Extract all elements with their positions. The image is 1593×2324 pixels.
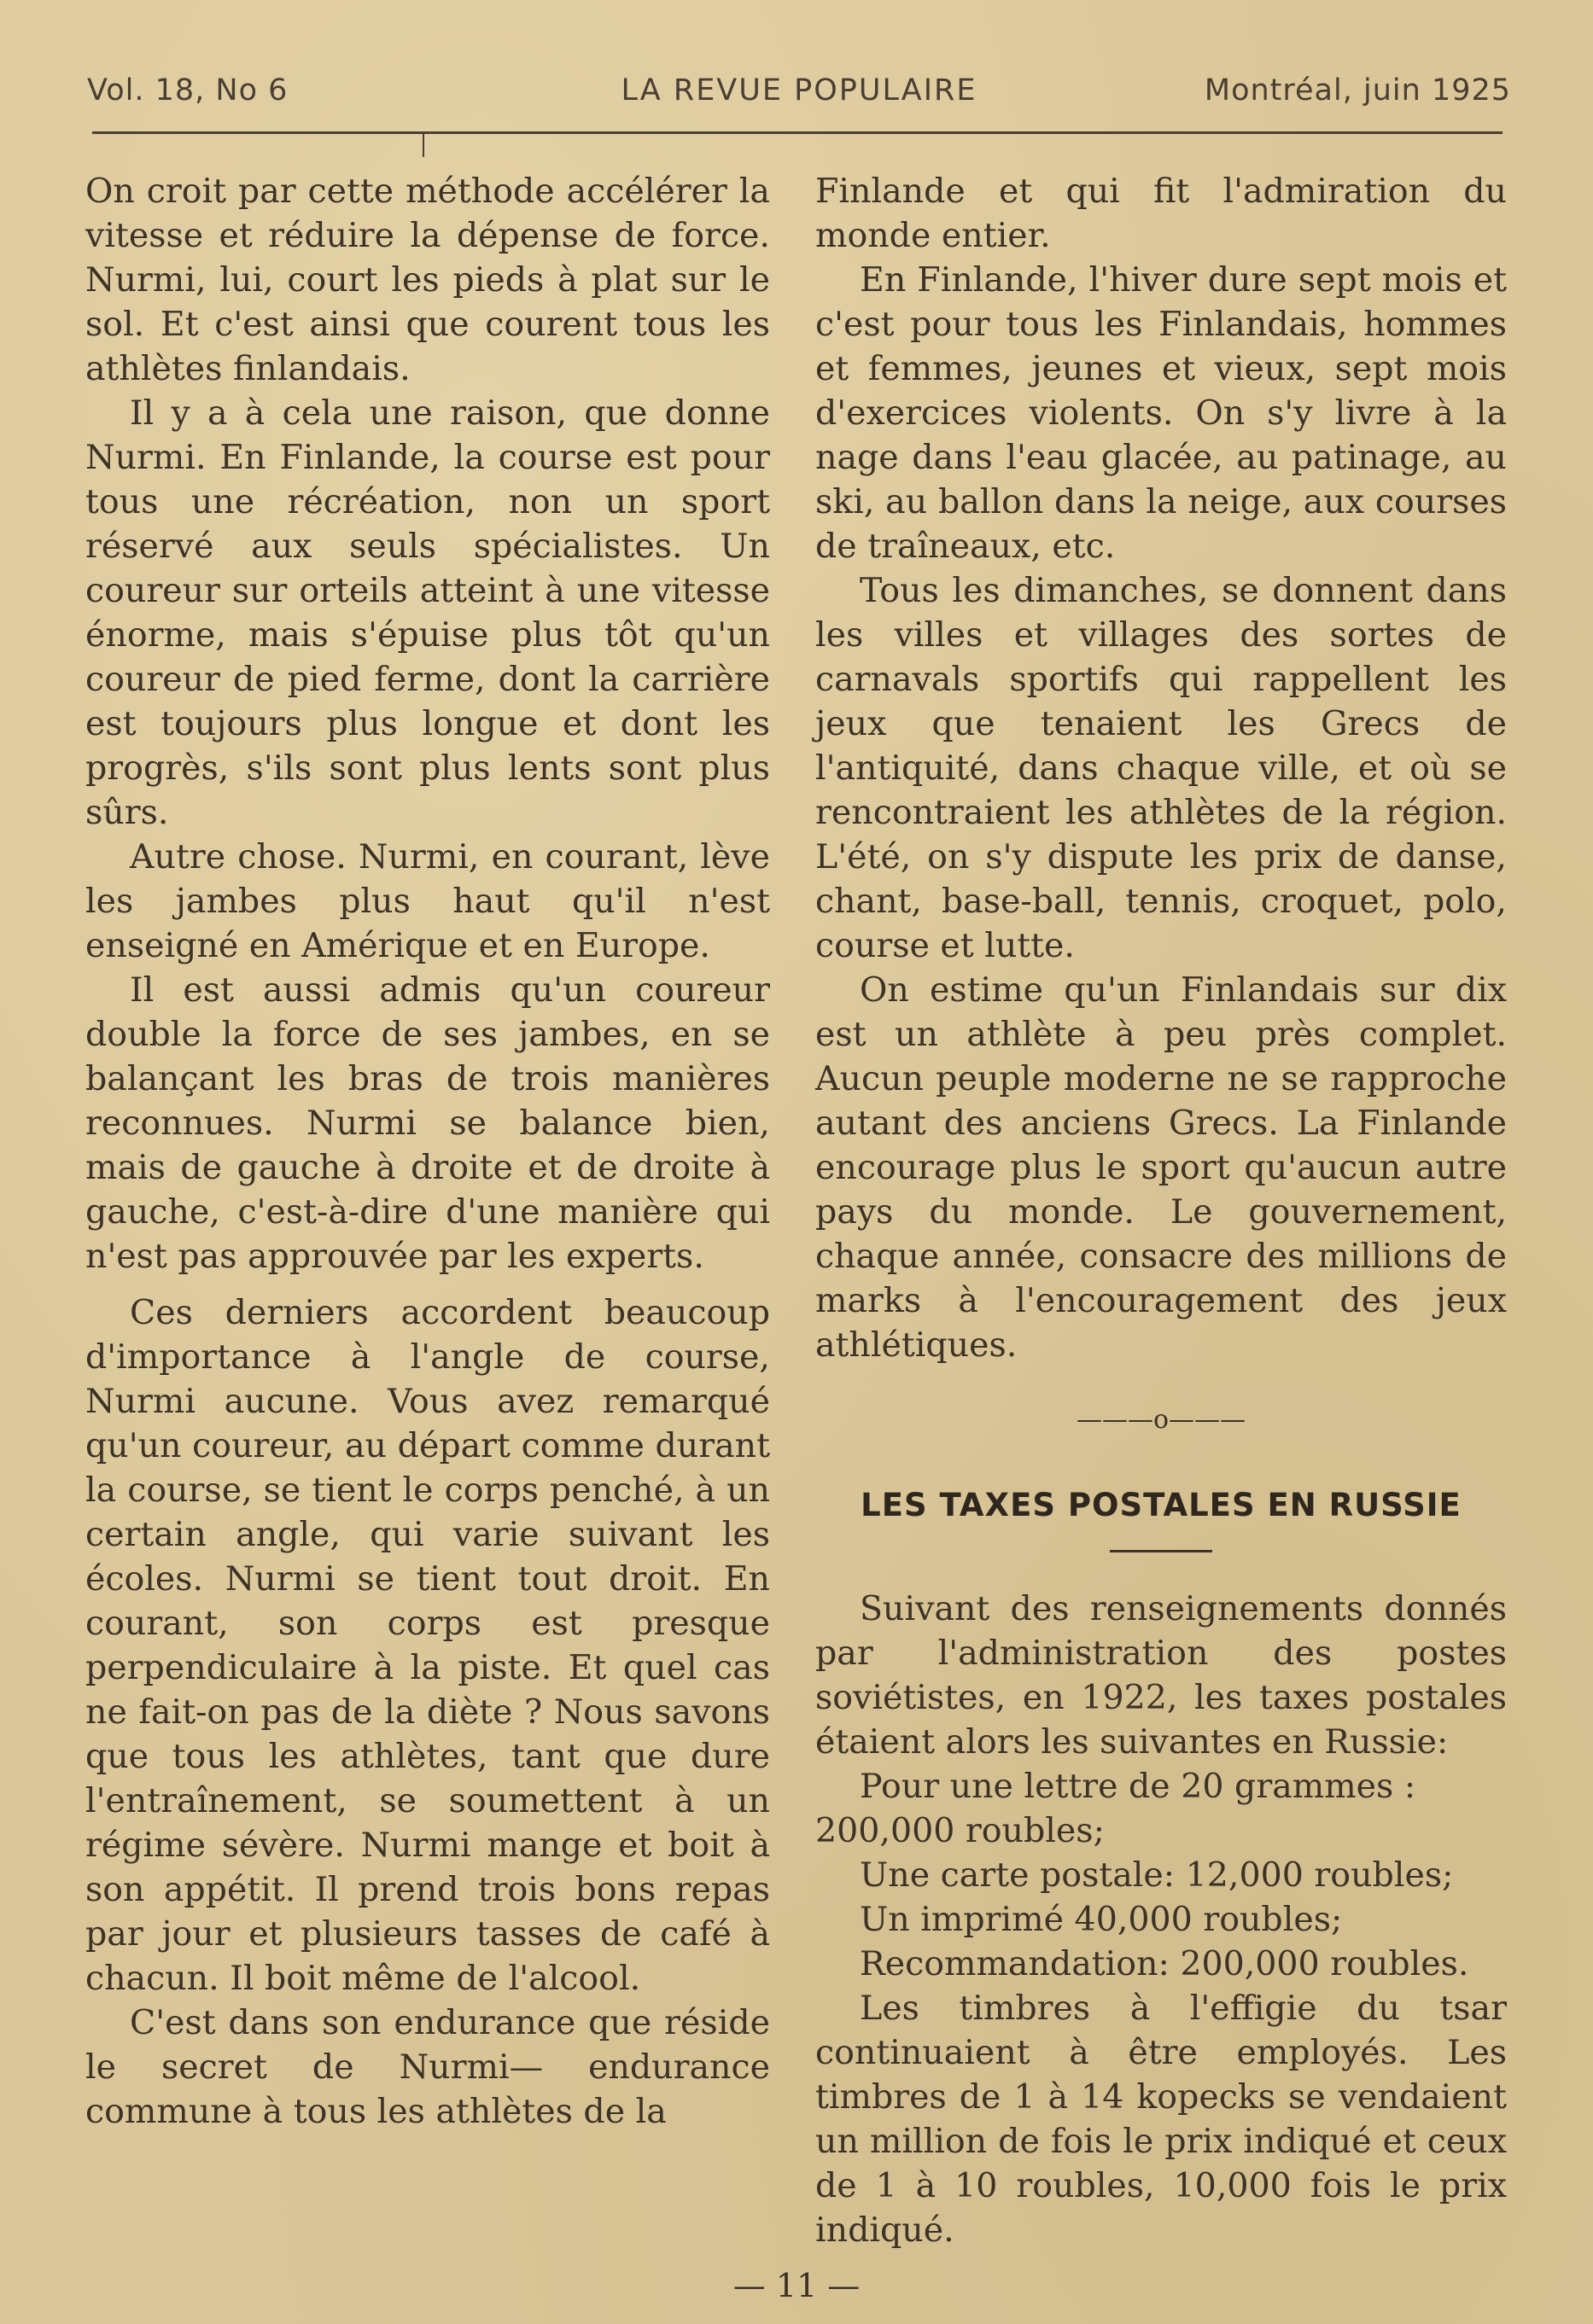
- paragraph: Les timbres à l'effigie du tsar continuaient à être employés. Les timbres de 1 à 14 kopecks se vendaient un million de fois le prix indiqué et ceux de 1 à 10 roubles, 10,000 fois le prix indiqué.: [815, 1989, 1507, 2250]
- left-column: [85, 169, 770, 2134]
- title-rule: [1110, 1550, 1212, 1552]
- date-place: Montréal, juin 1925: [1204, 73, 1511, 108]
- publication-title: LA REVUE POPULAIRE: [621, 73, 977, 108]
- right-column: [815, 169, 1507, 2252]
- paragraph: Tous les dimanches, se donnent dans les villes et villages des sortes de carnavals sportifs qui rappellent les jeux que tenaient les Grecs de l'antiquité, dans chaque ville, et où se rencontraient les athlètes de la région. L'été, on s'y dispute les prix de danse, chant, base-ball, tennis, croquet, polo, course et lutte.: [815, 571, 1507, 965]
- paragraph-continuation: Finlande et qui fit l'admiration du monde entier.: [815, 172, 1507, 255]
- paragraph: En Finlande, l'hiver dure sept mois et c'est pour tous les Finlandais, hommes et femmes, jeunes et vieux, sept mois d'exercices violents. On s'y livre à la nage dans l'eau glacée, au patinage, au ski, au ballon dans la neige, aux courses de traîneaux, etc.: [815, 260, 1507, 566]
- header-rule: [92, 131, 1503, 134]
- list-item: Une carte postale: 12,000 roubles;: [860, 1855, 1454, 1895]
- column-divider-tick: [423, 131, 424, 157]
- list-item: Un imprimé 40,000 roubles;: [860, 1900, 1343, 1939]
- page-number: — 11 —: [732, 2267, 861, 2304]
- list-item: Pour une lettre de 20 grammes : 200,000 roubles;: [815, 1767, 1416, 1850]
- volume-issue: Vol. 18, No 6: [87, 73, 289, 108]
- paragraph: C'est dans son endurance que réside le secret de Nurmi— endurance commune à tous les athlètes de la: [85, 2003, 770, 2131]
- paragraph: Ces derniers accordent beaucoup d'importance à l'angle de course, Nurmi aucune. Vous avez remarqué qu'un coureur, au départ comme durant la course, se tient le corps penché, à un certain angle, qui varie suivant les écoles. Nurmi se tient tout droit. En courant, son corps est presque perpendiculaire à la piste. Et quel cas ne fait-on pas de la diète ? Nous savons que tous les athlètes, tant que dure l'entraînement, se soumettent à un régime sévère. Nurmi mange et boit à son appétit. Il prend trois bons repas par jour et plusieurs tasses de café à chacun. Il boit même de l'alcool.: [85, 1293, 770, 1998]
- paragraph: On croit par cette méthode accélérer la vitesse et réduire la dépense de force. Nurmi, lui, court les pieds à plat sur le sol. Et c'est ainsi que courent tous les athlètes finlandais.: [85, 172, 770, 388]
- page-header: [87, 73, 1511, 116]
- paragraph: Il est aussi admis qu'un coureur double la force de ses jambes, en se balançant les bras de trois manières reconnues. Nurmi se balance bien, mais de gauche à droite et de droite à gauche, c'est-à-dire d'une manière qui n'est pas approuvée par les experts.: [85, 970, 770, 1276]
- paragraph: Autre chose. Nurmi, en courant, lève les jambes plus haut qu'il n'est enseigné en Amérique et en Europe.: [85, 837, 770, 965]
- paragraph: Suivant des renseignements donnés par l'administration des postes soviétistes, en 1922, les taxes postales étaient alors les suivantes en Russie:: [815, 1589, 1507, 1762]
- list-item: Recommandation: 200,000 roubles.: [860, 1944, 1469, 1983]
- section-title: LES TAXES POSTALES EN RUSSIE: [861, 1487, 1462, 1523]
- paragraph: Il y a à cela une raison, que donne Nurmi. En Finlande, la course est pour tous une récréation, non un sport réservé aux seuls spécialistes. Un coureur sur orteils atteint à une vitesse énorme, mais s'épuise plus tôt qu'un coureur de pied ferme, dont la carrière est toujours plus longue et dont les progrès, s'ils sont plus lents sont plus sûrs.: [85, 393, 770, 832]
- paragraph: On estime qu'un Finlandais sur dix est un athlète à peu près complet. Aucun peuple moderne ne se rapproche autant des anciens Grecs. La Finlande encourage plus le sport qu'aucun autre pays du monde. Le gouvernement, chaque année, consacre des millions de marks à l'encouragement des jeux athlétiques.: [815, 970, 1507, 1365]
- section-separator: ———o———: [1076, 1405, 1246, 1435]
